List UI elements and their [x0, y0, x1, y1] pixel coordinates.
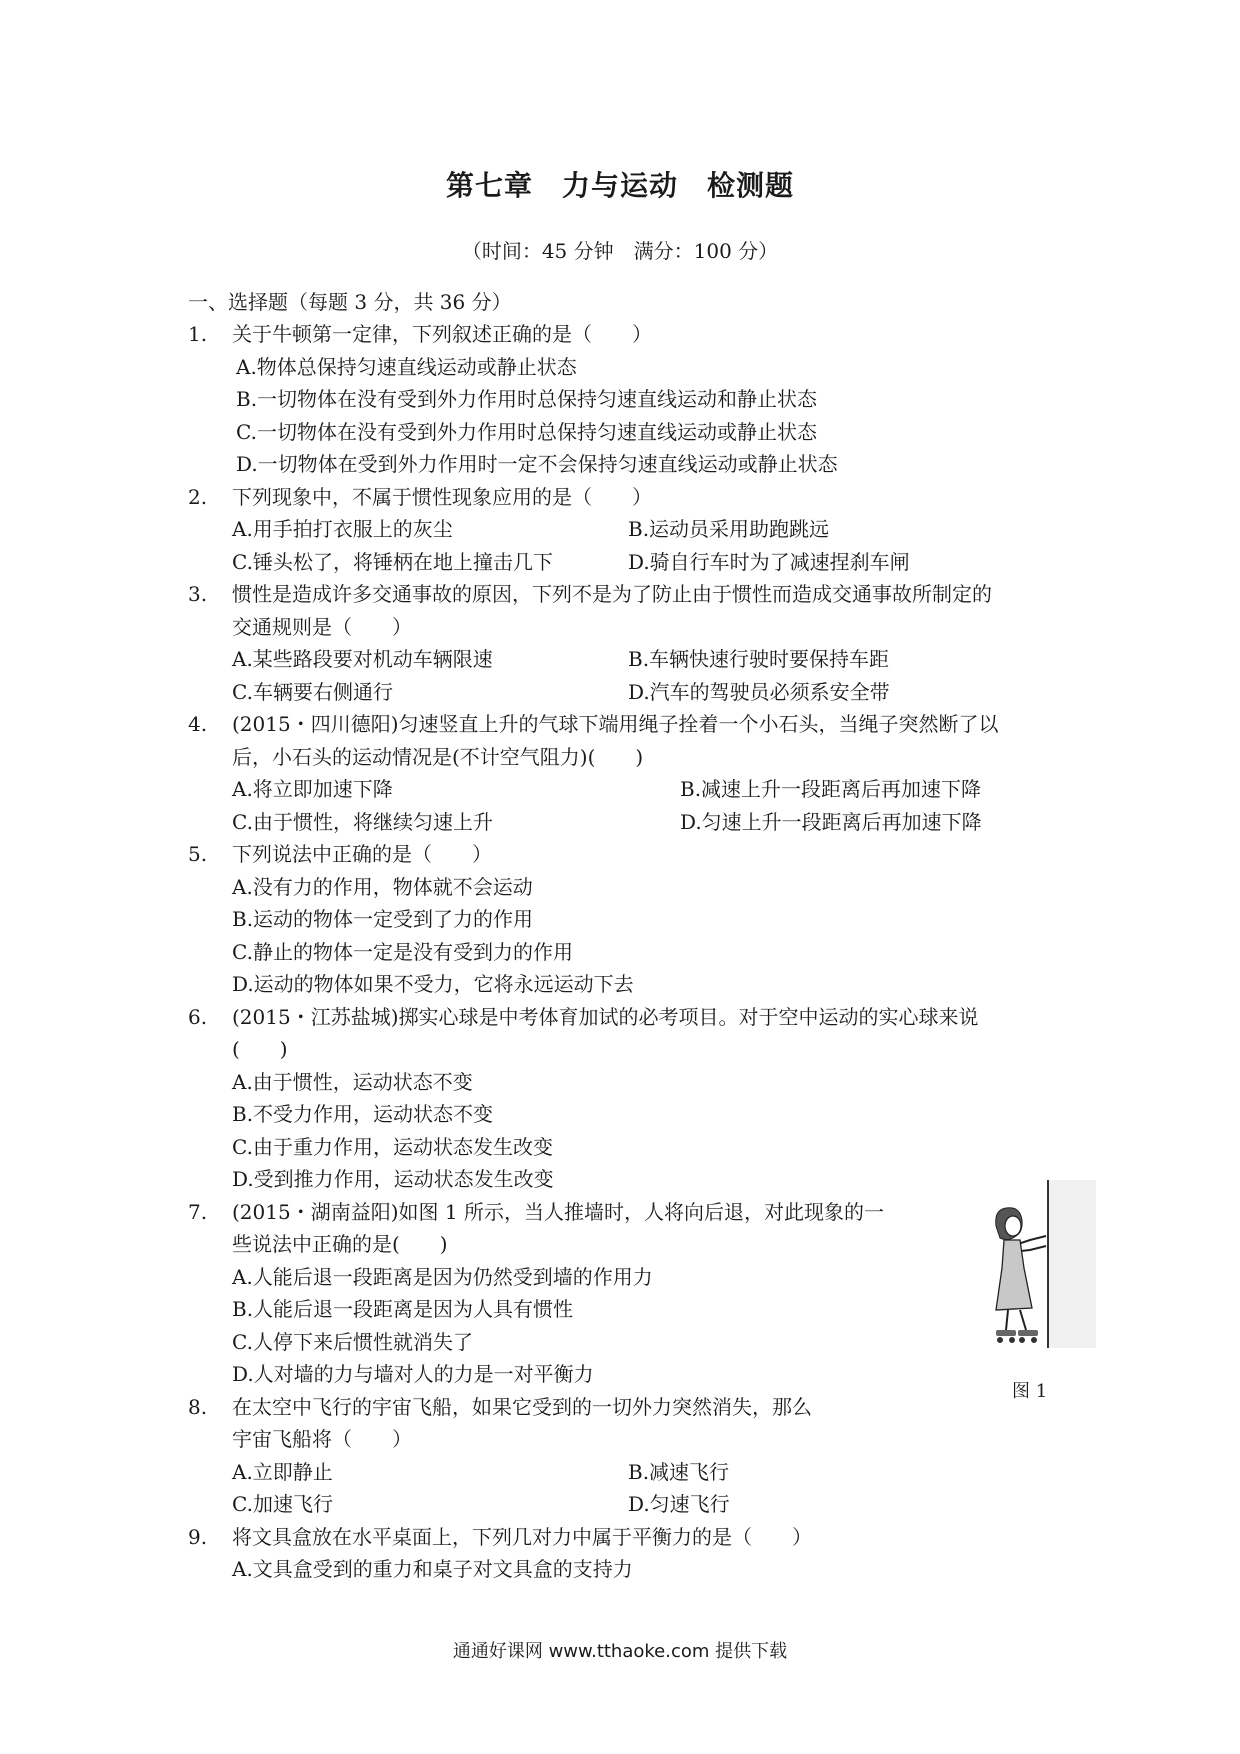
question-stem: 惯性是造成许多交通事故的原因，下列不是为了防止由于惯性而造成交通事故所制定的: [232, 582, 992, 606]
option-b: B.车辆快速行驶时要保持车距: [628, 647, 890, 671]
option-c: C.人停下来后惯性就消失了: [232, 1329, 473, 1354]
question-number: 7.: [188, 1199, 208, 1224]
exam-info: （时间：45 分钟 满分：100 分）: [461, 239, 779, 263]
option-row: [188, 773, 1068, 806]
question-stem: (2015・四川德阳)匀速竖直上升的气球下端用绳子拴着一个小石头，当绳子突然断了以: [232, 712, 999, 736]
question-stem: 下列现象中，不属于惯性现象应用的是（ ）: [232, 484, 652, 509]
option-c: C.车辆要右侧通行: [232, 679, 393, 704]
option-c: C.静止的物体一定是没有受到力的作用: [232, 939, 573, 964]
question-stem: (2015・湖南益阳)如图 1 所示，当人推墙时，人将向后退，对此现象的一: [232, 1199, 884, 1224]
leg-right: [1020, 1310, 1026, 1330]
option-d: D.受到推力作用，运动状态发生改变: [232, 1167, 554, 1191]
question-list: [188, 318, 1068, 1586]
question-7: [188, 1196, 1068, 1229]
question-stem-continued: 宇宙飞船将（ ）: [232, 1427, 412, 1451]
option-d: D.汽车的驾驶员必须系安全带: [628, 679, 890, 704]
option-b: B.不受力作用，运动状态不变: [232, 1102, 494, 1126]
option-b: B.运动员采用助跑跳远: [628, 517, 830, 541]
option-d: D.骑自行车时为了减速捏刹车闸: [628, 549, 910, 574]
question-6: [188, 1001, 1068, 1034]
option-a: A.人能后退一段距离是因为仍然受到墙的作用力: [232, 1264, 653, 1289]
question-stem: 关于牛顿第一定律，下列叙述正确的是（ ）: [232, 322, 652, 346]
page-title: 第七章 力与运动 检测题: [445, 169, 794, 202]
question-4: [188, 708, 1068, 741]
question-number: 5.: [188, 842, 208, 866]
option-c: C.锤头松了，将锤柄在地上撞击几下: [232, 549, 553, 574]
option-d: D.匀速飞行: [628, 1492, 730, 1516]
question-number: 4.: [188, 712, 208, 736]
leg-left: [1006, 1310, 1008, 1330]
option-a: A.物体总保持匀速直线运动或静止状态: [236, 354, 577, 379]
question-stem-continued: 后，小石头的运动情况是(不计空气阻力)( ): [232, 744, 644, 769]
option-d: D.运动的物体如果不受力，它将永远运动下去: [232, 972, 634, 996]
question-number: 2.: [188, 484, 208, 509]
figure-caption: 图 1: [1012, 1381, 1048, 1402]
question-stem-continued: 些说法中正确的是( ): [232, 1232, 448, 1256]
option-a: A.某些路段要对机动车辆限速: [232, 647, 493, 671]
footer-credit: 通通好课网 www.tthaoke.com 提供下载: [452, 1641, 788, 1662]
question-9: [188, 1521, 1068, 1554]
option-row: [188, 676, 1068, 709]
question-stem-continued: ( ): [232, 1037, 288, 1061]
figure-1-svg: [986, 1180, 1096, 1348]
question-stem: (2015・江苏盐城)掷实心球是中考体育加试的必考项目。对于空中运动的实心球来说: [232, 1004, 979, 1029]
option-a: A.由于惯性，运动状态不变: [232, 1069, 473, 1094]
question-5: [188, 838, 1068, 871]
option-d: D.人对墙的力与墙对人的力是一对平衡力: [232, 1362, 594, 1386]
option-row: [188, 1488, 1068, 1521]
question-1: [188, 318, 1068, 351]
option-a: A.用手拍打衣服上的灰尘: [232, 517, 453, 541]
option-b: B.一切物体在没有受到外力作用时总保持匀速直线运动和静止状态: [236, 387, 818, 411]
option-row: [188, 643, 1068, 676]
question-stem: 将文具盒放在水平桌面上，下列几对力中属于平衡力的是（ ）: [232, 1524, 812, 1549]
option-a: A.文具盒受到的重力和桌子对文具盒的支持力: [232, 1557, 633, 1581]
option-b: B.人能后退一段距离是因为人具有惯性: [232, 1297, 574, 1321]
option-c: C.加速飞行: [232, 1492, 333, 1516]
face-shape: [1005, 1216, 1021, 1236]
option-c: C.一切物体在没有受到外力作用时总保持匀速直线运动或静止状态: [236, 419, 817, 444]
question-3: [188, 578, 1068, 611]
option-row: [188, 1456, 1068, 1489]
option-a: A.没有力的作用，物体就不会运动: [232, 874, 533, 899]
question-stem: 在太空中飞行的宇宙飞船，如果它受到的一切外力突然消失，那么: [232, 1394, 812, 1419]
option-a: A.立即静止: [232, 1459, 333, 1484]
question-number: 8.: [188, 1394, 208, 1419]
skate-right: [1018, 1330, 1038, 1336]
skate-left: [996, 1330, 1016, 1336]
question-number: 9.: [188, 1524, 208, 1549]
option-b: B.运动的物体一定受到了力的作用: [232, 907, 534, 931]
question-stem: 下列说法中正确的是（ ）: [232, 842, 492, 866]
option-row: [188, 513, 1068, 546]
question-number: 6.: [188, 1004, 208, 1029]
option-c: C.由于重力作用，运动状态发生改变: [232, 1134, 553, 1159]
option-a: A.将立即加速下降: [232, 777, 393, 801]
option-b: B.减速上升一段距离后再加速下降: [680, 777, 982, 801]
question-number: 1.: [188, 322, 208, 346]
option-d: D.一切物体在受到外力作用时一定不会保持匀速直线运动或静止状态: [236, 452, 838, 476]
option-c: C.由于惯性，将继续匀速上升: [232, 809, 493, 834]
option-d: D.匀速上升一段距离后再加速下降: [680, 809, 982, 834]
option-row: [188, 546, 1068, 579]
option-row: [188, 806, 1068, 839]
question-2: [188, 481, 1068, 514]
question-number: 3.: [188, 582, 208, 606]
question-stem-continued: 交通规则是（ ）: [232, 614, 412, 639]
wall-shape: [1048, 1180, 1096, 1348]
option-b: B.减速飞行: [628, 1459, 730, 1484]
person-pushing-wall-illustration: [986, 1180, 1096, 1348]
question-8: [188, 1391, 1068, 1424]
section-heading: 一、选择题（每题 3 分，共 36 分）: [188, 290, 512, 314]
